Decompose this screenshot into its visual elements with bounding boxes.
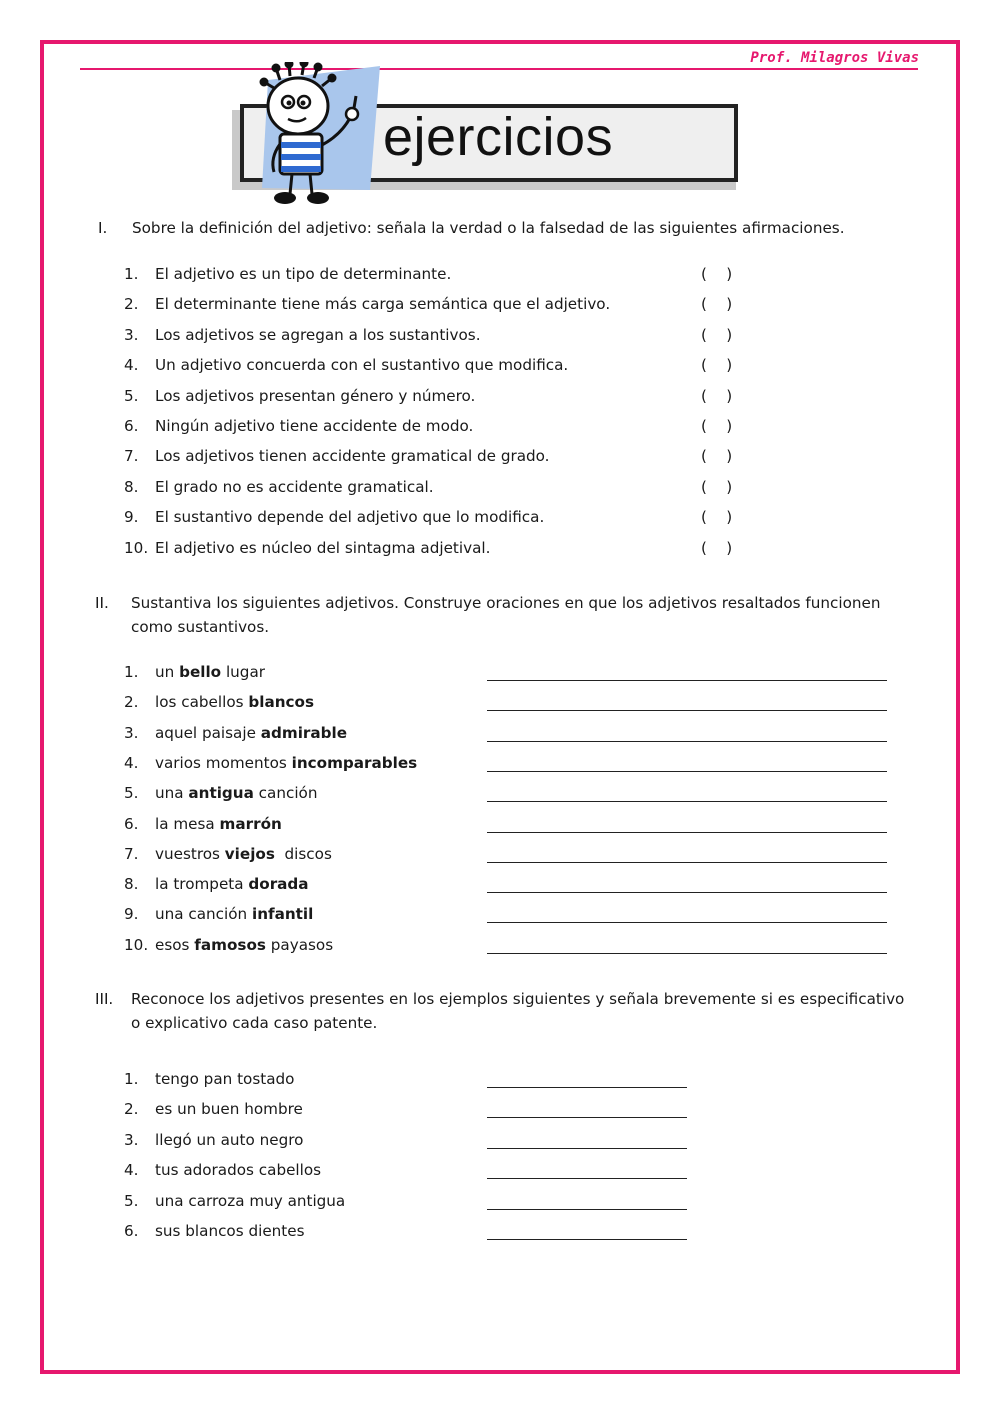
phrase-text xyxy=(155,692,314,712)
section-2-text-line1: Sustantiva los siguientes adjetivos. Construye oraciones en que los adjetivos resaltados funcionen xyxy=(131,594,881,612)
phrase-pre: la mesa xyxy=(155,814,220,833)
item-number: 3. xyxy=(124,723,139,742)
highlighted-adjective: viejos xyxy=(224,844,275,863)
section-2-text-line2: como sustantivos. xyxy=(131,618,270,636)
highlighted-adjective: bello xyxy=(179,663,222,681)
highlighted-adjective: admirable xyxy=(260,723,348,742)
phrase-post: payasos xyxy=(265,935,334,954)
item-number: 6. xyxy=(124,1222,139,1240)
phrase-text xyxy=(155,904,313,924)
header-rule xyxy=(80,68,918,70)
example-text: llegó un auto negro xyxy=(155,1130,304,1149)
item-number: 3. xyxy=(124,1130,139,1149)
section-1-text: Sobre la definición del adjetivo: señala la verdad o la falsedad de las siguientes afirmaciones. xyxy=(132,219,845,237)
example-text: tus adorados cabellos xyxy=(155,1161,322,1180)
item-number: 8. xyxy=(124,875,139,894)
answer-line[interactable] xyxy=(487,922,887,923)
phrase-post: canción xyxy=(253,784,318,803)
phrase-pre: una xyxy=(155,784,189,803)
answer-line[interactable] xyxy=(487,1117,687,1118)
phrase-pre: aquel paisaje xyxy=(155,723,261,742)
highlighted-adjective: infantil xyxy=(251,905,314,924)
item-number: 5. xyxy=(124,784,139,803)
author-name: Prof. Milagros Vivas xyxy=(750,50,919,66)
answer-line[interactable] xyxy=(487,771,887,772)
item-number: 4. xyxy=(124,753,139,772)
phrase-text xyxy=(155,662,265,682)
answer-line[interactable] xyxy=(487,801,887,802)
phrase-text xyxy=(155,844,332,864)
true-false-answer-box[interactable]: ( ) xyxy=(701,447,733,466)
item-number: 2. xyxy=(124,693,139,712)
phrase-text xyxy=(155,935,333,955)
example-text: una carroza muy antigua xyxy=(155,1191,346,1210)
highlighted-adjective: famosos xyxy=(194,935,266,954)
cartoon-boy-icon xyxy=(258,62,388,212)
phrase-pre: esos xyxy=(155,935,195,954)
answer-line[interactable] xyxy=(487,1209,687,1210)
statement-text: Los adjetivos tienen accidente gramatical de grado. xyxy=(155,447,550,466)
answer-line[interactable] xyxy=(487,710,887,711)
true-false-answer-box[interactable]: ( ) xyxy=(701,325,733,344)
true-false-answer-box[interactable]: ( ) xyxy=(701,417,733,435)
answer-line[interactable] xyxy=(487,1178,687,1179)
section-3-instruction xyxy=(95,987,925,1037)
highlighted-adjective: blancos xyxy=(248,693,314,712)
statement-text: Un adjetivo concuerda con el sustantivo que modifica. xyxy=(155,356,569,375)
item-number: 9. xyxy=(124,905,139,924)
highlighted-adjective: incomparables xyxy=(291,753,418,772)
example-text: tengo pan tostado xyxy=(155,1070,295,1088)
statement-text: Los adjetivos se agregan a los sustantivos. xyxy=(155,325,481,344)
statement-text: El adjetivo es núcleo del sintagma adjetival. xyxy=(155,538,491,557)
answer-line[interactable] xyxy=(487,680,887,681)
phrase-text xyxy=(155,753,417,773)
statement-text: El grado no es accidente gramatical. xyxy=(155,477,434,496)
item-number: 4. xyxy=(124,356,139,375)
item-number: 7. xyxy=(124,447,139,466)
item-number: 1. xyxy=(124,663,139,681)
statement-text: El sustantivo depende del adjetivo que lo modifica. xyxy=(155,508,545,527)
item-number: 1. xyxy=(124,1070,139,1088)
item-number: 4. xyxy=(124,1161,139,1180)
true-false-answer-box[interactable]: ( ) xyxy=(701,356,733,375)
item-number: 2. xyxy=(124,295,139,314)
statement-text: Los adjetivos presentan género y número. xyxy=(155,386,476,405)
highlighted-adjective: antigua xyxy=(188,784,254,803)
answer-line[interactable] xyxy=(487,1148,687,1149)
phrase-post: discos xyxy=(274,844,332,863)
phrase-pre: los cabellos xyxy=(155,693,249,712)
answer-line[interactable] xyxy=(487,832,887,833)
phrase-text xyxy=(155,723,347,743)
section-3-number: III. xyxy=(95,990,114,1008)
phrase-text xyxy=(155,814,282,834)
highlighted-adjective: dorada xyxy=(248,875,309,894)
answer-line[interactable] xyxy=(487,1239,687,1240)
item-number: 6. xyxy=(124,417,139,435)
phrase-pre: una canción xyxy=(155,905,252,924)
true-false-answer-box[interactable]: ( ) xyxy=(701,295,733,314)
item-number: 1. xyxy=(124,265,139,283)
true-false-answer-box[interactable]: ( ) xyxy=(701,538,733,557)
section-2-number: II. xyxy=(95,594,109,612)
item-number: 9. xyxy=(124,508,139,527)
phrase-pre: varios momentos xyxy=(155,753,292,772)
section-2-instruction xyxy=(95,591,925,641)
true-false-answer-box[interactable]: ( ) xyxy=(701,386,733,405)
item-number: 5. xyxy=(124,1191,139,1210)
phrase-text xyxy=(155,783,317,803)
answer-line[interactable] xyxy=(487,953,887,954)
phrase-pre: vuestros xyxy=(155,844,225,863)
phrase-text xyxy=(155,874,309,894)
section-1-number: I. xyxy=(98,219,108,237)
true-false-answer-box[interactable]: ( ) xyxy=(701,477,733,496)
item-number: 10. xyxy=(124,538,149,557)
example-text: es un buen hombre xyxy=(155,1100,303,1119)
item-number: 5. xyxy=(124,386,139,405)
item-number: 3. xyxy=(124,325,139,344)
section-3-text-line2: o explicativo cada caso patente. xyxy=(131,1014,378,1032)
true-false-answer-box[interactable]: ( ) xyxy=(701,265,733,283)
phrase-pre: un xyxy=(155,663,180,681)
statement-text: Ningún adjetivo tiene accidente de modo. xyxy=(155,417,474,435)
answer-line[interactable] xyxy=(487,862,887,863)
answer-line[interactable] xyxy=(487,1087,687,1088)
item-number: 6. xyxy=(124,814,139,833)
true-false-answer-box[interactable]: ( ) xyxy=(701,508,733,527)
statement-text: El determinante tiene más carga semántica que el adjetivo. xyxy=(155,295,611,314)
highlighted-adjective: marrón xyxy=(219,814,282,833)
phrase-pre: la trompeta xyxy=(155,875,249,894)
example-text: sus blancos dientes xyxy=(155,1222,305,1240)
item-number: 2. xyxy=(124,1100,139,1119)
answer-line[interactable] xyxy=(487,741,887,742)
item-number: 8. xyxy=(124,477,139,496)
statement-text: El adjetivo es un tipo de determinante. xyxy=(155,265,452,283)
item-number: 10. xyxy=(124,935,149,954)
answer-line[interactable] xyxy=(487,892,887,893)
section-3-text-line1: Reconoce los adjetivos presentes en los ejemplos siguientes y señala brevemente si es especificativo xyxy=(131,990,905,1008)
page-title: ejercicios xyxy=(383,107,614,167)
phrase-post: lugar xyxy=(221,663,265,681)
item-number: 7. xyxy=(124,844,139,863)
